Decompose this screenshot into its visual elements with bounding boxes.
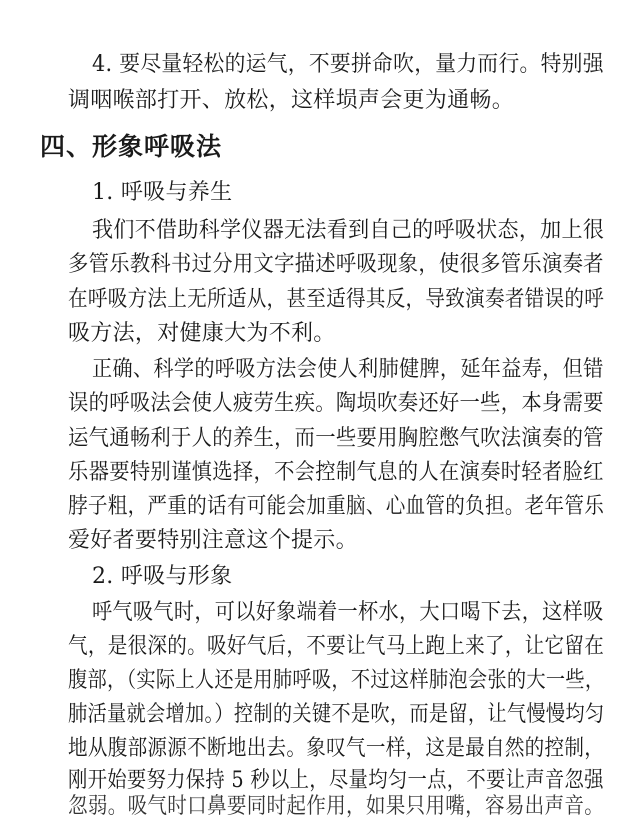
subsection-heading: 1. 呼吸与养生 (92, 180, 233, 205)
paragraph-line: 吸方法，对健康大为不利。 (68, 321, 336, 346)
paragraph-line: 正确、科学的呼吸方法会使人利肺健脾，延年益寿，但错 (92, 357, 604, 382)
paragraph-line: 肺活量就会增加。）控制的关键不是吹，而是留，让气慢慢均匀 (68, 702, 605, 727)
paragraph-line: 在呼吸方法上无所适从，甚至适得其反，导致演奏者错误的呼 (68, 287, 605, 312)
paragraph-line: 气，是很深的。吸好气后，不要让气马上跑上来了，让它留在 (68, 634, 605, 659)
paragraph-line: 腹部，（实际上人还是用肺呼吸，不过这样肺泡会张的大一些， (68, 668, 605, 693)
paragraph-line: 爱好者要特别注意这个提示。 (68, 528, 358, 553)
paragraph-line-cut: 忽弱。吸气时口鼻要同时起作用，如果只用嘴，容易出声音。 (68, 794, 605, 819)
paragraph-line: 脖子粗，严重的话有可能会加重脑、心血管的负担。老年管乐 (68, 494, 605, 519)
section-heading: 四、形象呼吸法 (40, 132, 223, 161)
paragraph-line: 4. 要尽量轻松的运气，不要拼命吹，量力而行。特别强 (92, 52, 604, 77)
paragraph-line: 我们不借助科学仪器无法看到自己的呼吸状态，加上很 (92, 218, 605, 243)
paragraph-line: 地从腹部源源不断地出去。象叹气一样，这是最自然的控制， (68, 736, 605, 761)
paragraph-line: 刚开始要努力保持 5 秒以上，尽量均匀一点，不要让声音忽强 (68, 768, 604, 793)
subsection-heading: 2. 呼吸与形象 (92, 564, 233, 589)
paragraph-line: 调咽喉部打开、放松，这样埙声会更为通畅。 (68, 88, 515, 113)
paragraph-line: 误的呼吸法会使人疲劳生疾。陶埙吹奏还好一些，本身需要 (68, 391, 604, 416)
paragraph-line: 乐器要特别谨慎选择，不会控制气息的人在演奏时轻者脸红 (68, 460, 604, 485)
paragraph-line: 运气通畅利于人的养生，而一些要用胸腔憋气吹法演奏的管 (68, 426, 604, 451)
paragraph-line: 多管乐教科书过分用文字描述呼吸现象，使很多管乐演奏者 (68, 252, 604, 277)
paragraph-line: 呼气吸气时，可以好象端着一杯水，大口喝下去，这样吸 (92, 600, 604, 625)
